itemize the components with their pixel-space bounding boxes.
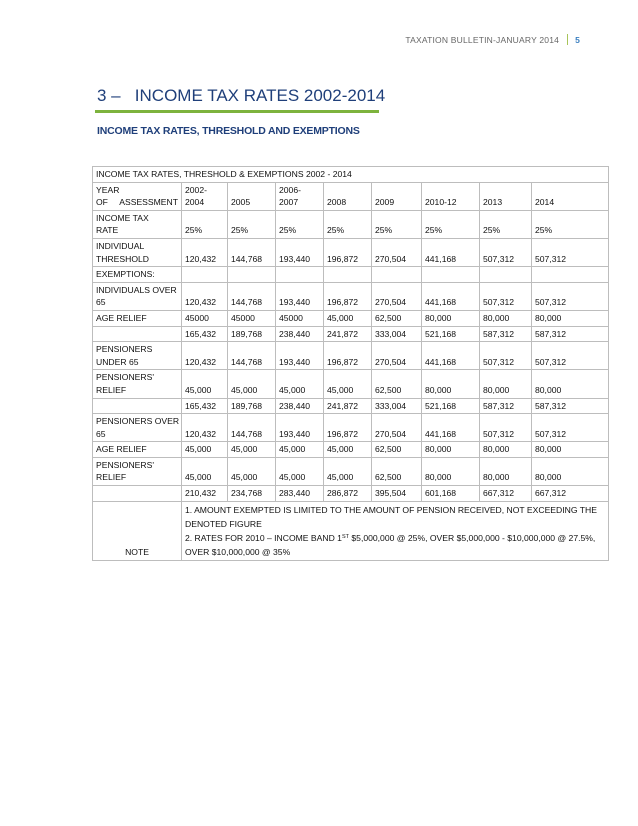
table-row [93,370,609,398]
table-row [93,326,609,342]
table-cell: 120,432 [182,238,228,266]
table-cell: 45,000 [228,457,276,485]
table-cell: 45,000 [182,442,228,458]
table-cell: 441,168 [422,238,480,266]
year-header-cell [422,182,480,210]
table-cell: 45,000 [182,370,228,398]
row-label-line2: 65 [96,297,106,308]
year-header-top [327,184,368,197]
table-cell: 507,312 [480,414,532,442]
table-cell [276,267,324,283]
row-label [93,267,182,283]
year-label-line1: YEAR [96,184,120,195]
row-label-line2: 65 [96,428,106,439]
title-underline [95,110,379,113]
table-cell: 120,432 [182,282,228,310]
year-header-top [231,184,272,197]
table-cell: 286,872 [324,486,372,502]
table-cell: 25% [276,210,324,238]
year-label-assessment: ASSESSMENT [119,197,178,208]
table-cell: 241,872 [324,398,372,414]
table-cell: 45,000 [324,442,372,458]
table-row [93,486,609,502]
table-cell: 45,000 [324,457,372,485]
table-cell: 189,768 [228,398,276,414]
row-label-line1: INDIVIDUAL [96,240,145,251]
table-cell: 45,000 [276,457,324,485]
year-header-cell [372,182,422,210]
section-title: 3 – INCOME TAX RATES 2002-2014 [97,86,386,105]
row-label-line1: PENSIONERS' [96,459,154,470]
table-cell: 234,768 [228,486,276,502]
year-header-row [93,182,609,210]
row-label [93,326,182,342]
table-cell: 25% [228,210,276,238]
year-header-label [93,182,182,210]
table-cell: 395,504 [372,486,422,502]
row-label [93,414,182,442]
row-label-line2: RATE [96,225,119,236]
table-cell: 507,312 [532,238,609,266]
note-2-prefix: 2. RATES FOR 2010 – INCOME BAND 1 [185,532,342,543]
table-cell: 196,872 [324,238,372,266]
table-cell: 25% [422,210,480,238]
row-label [93,398,182,414]
table-cell: 587,312 [480,398,532,414]
year-header-top: 2006- [279,184,301,195]
year-header-bottom: 2014 [535,197,555,208]
year-header-top: 2002- [185,184,207,195]
table-cell: 270,504 [372,414,422,442]
row-label [93,486,182,502]
table-cell: 80,000 [422,370,480,398]
row-label-line1: PENSIONERS [96,344,153,355]
year-header-bottom: 2004 [185,197,205,208]
table-cell: 45,000 [228,442,276,458]
table-cell: 80,000 [532,442,609,458]
table-cell [532,267,609,283]
table-cell: 241,872 [324,326,372,342]
note-item-2 [185,531,605,559]
year-header-bottom: 2005 [231,197,251,208]
row-label [93,342,182,370]
year-header-top [375,184,418,197]
row-label-line2: AGE RELIEF [96,312,147,323]
table-cell: 144,768 [228,342,276,370]
table-cell: 283,440 [276,486,324,502]
table-cell: 144,768 [228,414,276,442]
running-title: TAXATION BULLETIN-JANUARY 2014 [405,35,560,45]
table-cell: 45000 [228,310,276,326]
table-cell: 507,312 [532,414,609,442]
row-label-line2 [96,328,178,341]
table-cell: 507,312 [532,282,609,310]
table-cell: 667,312 [480,486,532,502]
note-label: NOTE [93,501,182,560]
table-cell: 165,432 [182,326,228,342]
table-cell: 441,168 [422,282,480,310]
table-cell: 193,440 [276,342,324,370]
year-label-line2 [96,196,178,209]
row-label [93,282,182,310]
note-row [93,501,609,560]
table-body [93,167,609,561]
year-header-top [483,184,528,197]
row-label-line2: AGE RELIEF [96,444,147,455]
year-header-bottom: 2013 [483,197,503,208]
table-cell: 45,000 [276,370,324,398]
table-cell [228,267,276,283]
table-cell: 80,000 [480,310,532,326]
table-row [93,457,609,485]
row-label-line1: PENSIONERS' [96,372,154,383]
row-label-line2 [96,487,178,500]
table-cell: 441,168 [422,414,480,442]
row-label [93,210,182,238]
table-cell: 333,004 [372,326,422,342]
table-cell: 587,312 [532,398,609,414]
table-cell: 62,500 [372,457,422,485]
table-cell: 333,004 [372,398,422,414]
table-cell: 521,168 [422,326,480,342]
row-label [93,310,182,326]
table-row [93,414,609,442]
table-cell: 238,440 [276,398,324,414]
page-number: 5 [575,35,580,45]
table-cell: 80,000 [480,442,532,458]
section-subtitle: INCOME TAX RATES, THRESHOLD AND EXEMPTIONS [97,125,360,137]
table-cell: 80,000 [532,457,609,485]
table-cell: 165,432 [182,398,228,414]
table-cell: 120,432 [182,342,228,370]
table-cell: 601,168 [422,486,480,502]
row-label-line1: INDIVIDUALS OVER [96,284,177,295]
table-cell: 45,000 [276,442,324,458]
table-cell: 80,000 [480,370,532,398]
table-row [93,442,609,458]
table-cell: 80,000 [422,457,480,485]
row-label-line2: UNDER 65 [96,356,139,367]
table-cell [324,267,372,283]
year-label-of: OF [96,197,108,208]
table-cell: 62,500 [372,310,422,326]
year-header-cell [532,182,609,210]
note-2-rest: $5,000,000 @ 25%, OVER $5,000,000 - $10,000,000 @ 27.5%, OVER $10,000,000 @ 35% [185,532,596,557]
table-cell: 45,000 [324,370,372,398]
row-label-line2: RELIEF [96,384,127,395]
header-separator [567,34,568,45]
row-label [93,442,182,458]
table-cell: 25% [324,210,372,238]
table-cell: 62,500 [372,370,422,398]
year-header-cell [480,182,532,210]
income-tax-table [92,166,609,561]
table-cell: 587,312 [480,326,532,342]
row-label-line2 [96,400,178,413]
table-cell: 270,504 [372,282,422,310]
year-header-bottom: 2010-12 [425,197,457,208]
table-row [93,398,609,414]
running-header [0,34,580,45]
table-row [93,310,609,326]
table-cell: 80,000 [532,310,609,326]
note-text [182,501,609,560]
table-cell: 270,504 [372,342,422,370]
table-cell: 80,000 [532,370,609,398]
row-label-line2: RELIEF [96,472,127,483]
table-cell: 507,312 [480,238,532,266]
table-cell: 193,440 [276,414,324,442]
table-cell: 667,312 [532,486,609,502]
table-cell: 144,768 [228,238,276,266]
table-cell: 25% [532,210,609,238]
table-caption: INCOME TAX RATES, THRESHOLD & EXEMPTIONS 2002 - 2014 [93,167,609,183]
year-header-cell [182,182,228,210]
table-cell: 196,872 [324,282,372,310]
table-cell: 45000 [276,310,324,326]
table-cell [182,267,228,283]
table-cell: 80,000 [480,457,532,485]
table-cell [480,267,532,283]
table-cell: 196,872 [324,342,372,370]
table-cell: 193,440 [276,282,324,310]
note-item-1: 1. AMOUNT EXEMPTED IS LIMITED TO THE AMOUNT OF PENSION RECEIVED, NOT EXCEEDING THE DENOTED FIGURE [185,504,597,529]
table-cell: 25% [182,210,228,238]
table-cell: 62,500 [372,442,422,458]
year-header-bottom: 2007 [279,197,299,208]
year-header-top [535,184,605,197]
year-header-bottom: 2008 [327,197,347,208]
table-cell: 80,000 [422,442,480,458]
table-cell: 25% [372,210,422,238]
year-header-bottom: 2009 [375,197,395,208]
table-cell: 80,000 [422,310,480,326]
table-row [93,267,609,283]
table-row [93,238,609,266]
table-cell: 238,440 [276,326,324,342]
table-cell: 144,768 [228,282,276,310]
table-cell: 45,000 [182,457,228,485]
table-cell: 507,312 [532,342,609,370]
row-label [93,370,182,398]
caption-row [93,167,609,183]
year-header-cell [324,182,372,210]
table-cell: 25% [480,210,532,238]
table-row [93,342,609,370]
table-cell: 193,440 [276,238,324,266]
row-label-line2: THRESHOLD [96,253,150,264]
table-cell: 507,312 [480,282,532,310]
table-cell [422,267,480,283]
table-cell: 45,000 [324,310,372,326]
row-label-line1: PENSIONERS OVER [96,416,180,427]
table-row [93,282,609,310]
table-cell: 587,312 [532,326,609,342]
table-cell: 210,432 [182,486,228,502]
table-cell: 45000 [182,310,228,326]
row-label-line2: EXEMPTIONS: [96,269,155,280]
row-label [93,457,182,485]
year-header-top [425,184,476,197]
table-cell: 507,312 [480,342,532,370]
table-cell: 270,504 [372,238,422,266]
note-2-superscript: ST [341,533,349,540]
table-cell: 521,168 [422,398,480,414]
table-cell: 45,000 [228,370,276,398]
table-cell: 120,432 [182,414,228,442]
row-label [93,238,182,266]
table-row [93,210,609,238]
row-label-line1: INCOME TAX [96,212,149,223]
year-header-cell [228,182,276,210]
table-cell: 196,872 [324,414,372,442]
table-cell [372,267,422,283]
table-cell: 441,168 [422,342,480,370]
year-header-cell [276,182,324,210]
table-cell: 189,768 [228,326,276,342]
